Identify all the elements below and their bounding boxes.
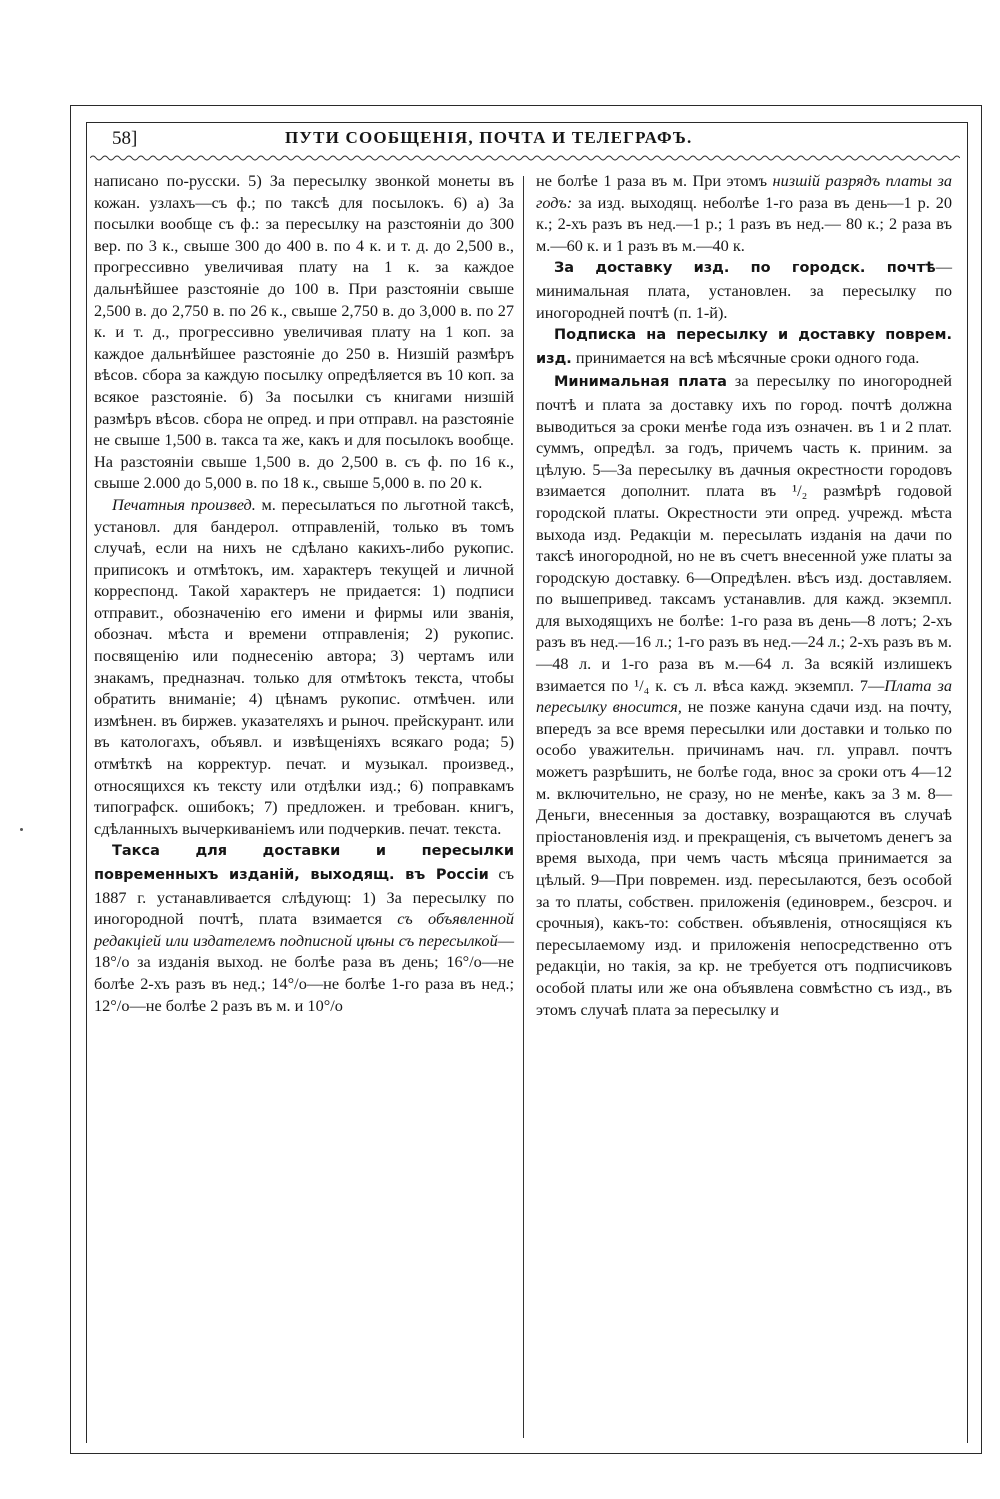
text-run: —18°/о за изданія выход. не болѣе раза въ день; 16°/о—не болѣе 2-хъ разъ въ нед.; 14°/о—не болѣе 1-го раза въ нед.; 12°/о—не болѣе 2 разъ въ м. и 10°/о (94, 930, 514, 1015)
text-run: м. пересылаться по льготной таксѣ, установл. для бандерол. отправленій, только въ томъ случаѣ, если на нихъ не сдѣлано какихъ-либо рукопис. приписокъ и отмѣтокъ, им. характеръ текущей и личной корреспонд. Такой характеръ не придается: 1) подписи отправит., обозначенію его имени и фирмы или званія, обознач. мѣста и времени отправленія; 2) рукопис. посвященію или поднесенію автора; 3) чертамъ или знакамъ, предназнач. только для отмѣтокъ текста, чтобы обратить вниманіе; 4) цѣнамъ рукопис. отмѣчен. или измѣнен. въ биржев. указателяхъ и рыноч. прейскурант. или въ катологахъ, объявл. и извѣщеніяхъ всякаго рода; 5) отмѣткѣ на корректур. печат. и музыкал. произвед., относящихся къ тексту или отдѣлки изд.; 6) поправкамъ типографск. ошибокъ; 7) предложен. и требован. книгъ, сдѣланныхъ вычеркиваніемъ или подчеркив. печат. текста. (94, 494, 514, 838)
paragraph (536, 256, 952, 323)
paragraph (94, 170, 514, 494)
italic-text: низшій разрядъ платы за годъ: (536, 171, 952, 212)
text-run: принимается на всѣ мѣсячные сроки одного года. (571, 347, 920, 367)
bold-heading: Минимальная плата (554, 374, 727, 391)
text-run: за изд. выходящ. неболѣе 1-го раза въ день—1 р. 20 к.; 2-хъ разъ въ нед.—1 р.; 1 разъ въ нед.— 80 к.; 2 раза въ м.—60 к. и 1 разъ въ м.—40 к. (536, 192, 952, 255)
italic-text: Печатныя произвед. (112, 494, 256, 514)
bold-heading: За доставку изд. по городск. почтѣ (554, 260, 936, 277)
right-column (536, 170, 952, 1020)
paragraph (94, 494, 514, 840)
italic-text: съ объявленной редакціей или издателемъ подписной цѣны съ пересылкой (94, 909, 514, 950)
italic-text: Плата за пересылку вносится, (536, 675, 952, 717)
column-divider (523, 176, 524, 1438)
text-run: съ 1887 г. устанавливается слѣдующ: 1) За пересылку по иногородной почтѣ, плата взимается (94, 864, 514, 929)
header-wavy-rule (90, 152, 960, 164)
bold-heading: Подписка на пересылку и доставку поврем. изд. (536, 327, 952, 367)
text-run: —минимальная плата, установлен. за пересылку по иногородней почтѣ (п. 1-й). (536, 257, 952, 322)
margin-speck (20, 828, 23, 831)
text-run: не болѣе 1 раза въ м. При этомъ (536, 171, 773, 190)
page-number: 58] (112, 128, 138, 149)
paragraph (536, 370, 952, 1020)
bold-heading: Такса для доставки и пересылки повременныхъ изданій, выходящ. въ Россіи (94, 843, 514, 883)
paragraph (536, 170, 952, 256)
text-run: написано по-русски. 5) За пересылку звонкой монеты въ кожан. узлахъ—съ ф.; по таксѣ для посылокъ. 6) а) За посылки вообще съ ф.: за пересылку на разстояніи до 300 вер. по 3 к., свыше 300 до 400 в. по 4 к. и т. д. до 2,500 в., прогрессивно увеличивая плату на 1 к. за каждое дальнѣйшее разстояніе до 100 в. При разстояніи свыше 2,500 в. до 2,750 в. по 26 к., свыше 2,750 в. до 3,000 в. по 27 к. и т. д., прогрессивно увеличивая плату на 1 коп. за каждое дальнѣйшее разстояніе до 250 в. Низшій размѣръ вѣсов. сбора за каждую посылку опредѣляется въ 10 коп. за всякое разстояніе. б) За посылки съ книгами низшій размѣръ вѣсов. сбора не опред. и при отправл. на разстояніе не свыше 1,500 в. такса та же, какъ и для посылокъ вообще. На разстояніи свыше 1,500 в. до 2,500 в. съ ф. по 16 к., свыше 2.000 до 5,000 в. по 18 к., свыше 5,000 в. по 20 к. (94, 171, 514, 493)
text-run: не позже кануна сдачи изд. на почту, впередъ за все время пересылки или доставки и только по особо уважительн. причинамъ нач. гл. управл. почтъ можетъ разрѣшить, не болѣе года, внос за сроки отъ 4—12 м. включительно, не сразу, но не менѣе, какъ за 3 м. 8—Деньги, внесенныя за доставку, возращаются въ случаѣ пріостановленія изд. и прекращенія, съ вычетомъ денегъ за время выхода, при чемъ часть мѣсяца принимается за цѣлый. 9—При повремен. изд. пересылаются, безъ особой за то платы, собствен. приложенія (единоврем., безсроч. и срочныя), какъ-то: собствен. объявленія, относящіяся къ пересылаемому изд. и приложенія непосредственно отъ редакціи, но такія, за кр. не требуется отъ подписчиковъ особой платы или же она объявлена совмѣстно съ изд., въ этомъ случаѣ плата за пересылку и (536, 697, 952, 1019)
paragraph (536, 323, 952, 370)
left-column (94, 170, 514, 1016)
running-title: ПУТИ СООБЩЕНІЯ, ПОЧТА И ТЕЛЕГРАФЪ. (285, 128, 693, 147)
text-run: за пересылку по иногородней почтѣ и плата за доставку ихъ по город. почтѣ должна выводиться за сроки менѣе года изъ означен. въ 1 и 2 плат. суммъ, опредѣл. за годъ, причемъ часть к. приним. за цѣлую. 5—За пересылку въ дачныя окрестности городовъ взимается дополнит. плата въ ¹/₂ размѣрѣ годовой городской платы. Окрестности эти опред. учрежд. мѣста выхода изд. Редакціи м. пересылать изданія на дачи по таксѣ иногородной, но не въ счетъ внесенной уже платы за городскую доставку. 6—Опредѣлен. вѣсъ изд. доставляем. по вышепривед. таксамъ устанавлив. для кажд. экземпл. для выходящихъ не болѣе: 1-го раза въ день—8 лотъ; 2-хъ разъ въ нед.—16 л.; 1-го разъ въ нед.—24 л.; 2-хъ разъ въ м.—48 л. и 1-го раза въ м.—64 л. За всякій излишекъ взимается по ¹/₄ к. съ л. вѣса кажд. экземпл. 7— (536, 371, 952, 695)
paragraph (94, 839, 514, 1016)
